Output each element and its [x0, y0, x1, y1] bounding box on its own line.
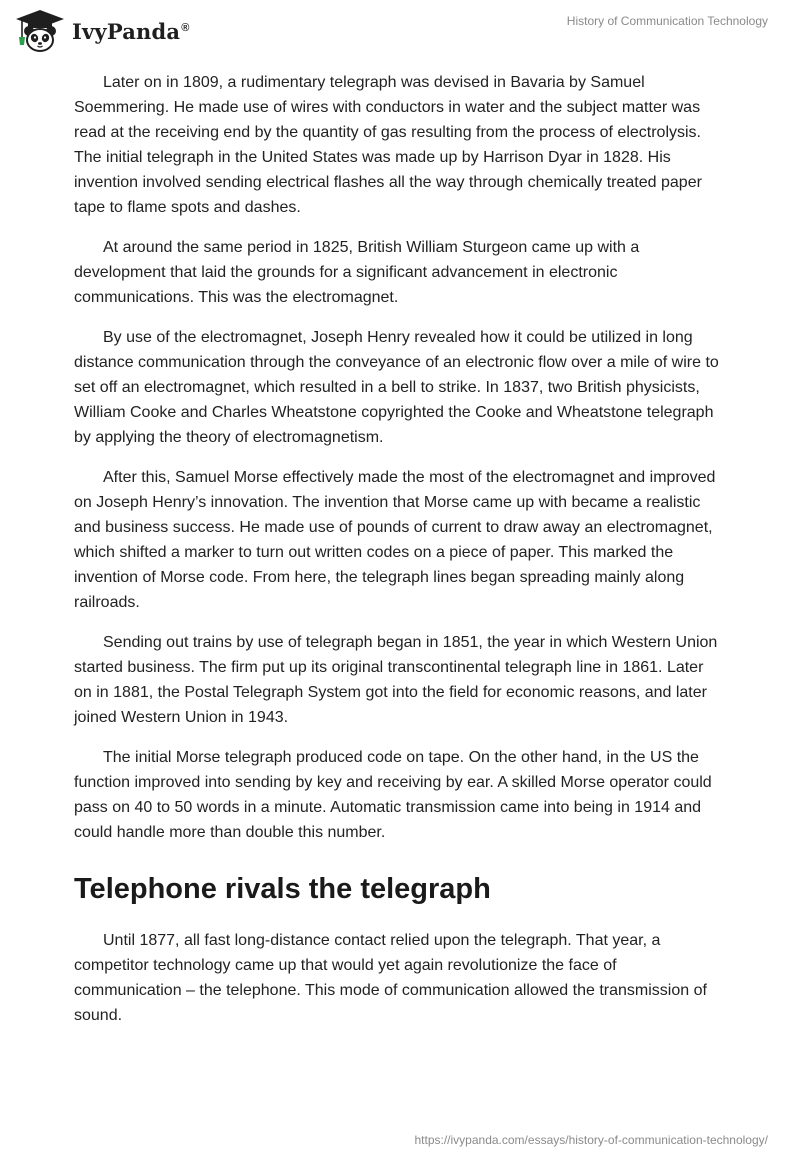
paragraph: Later on in 1809, a rudimentary telegraph was devised in Bavaria by Samuel Soemmering. He made use of wires with conductors in water and the subject matter was read at the receiving end by the quantity of gas resulting from the process of electrolysis. The initial telegraph in the United States was made up by Harrison Dyar in 1828. His invention involved sending electrical flashes all the way through chemically treated paper tape to flame spots and dashes.	[74, 74, 702, 216]
brand-name: IvyPanda®	[72, 18, 190, 44]
source-url[interactable]: https://ivypanda.com/essays/history-of-communication-technology/	[414, 1133, 768, 1147]
page-header	[0, 0, 800, 70]
paragraph: By use of the electromagnet, Joseph Henry revealed how it could be utilized in long distance communication through the conveyance of an electronic flow over a mile of wire to set off an electromagnet, which resulted in a bell to strike. In 1837, two British physicists, William Cooke and Charles Wheatstone copyrighted the Cooke and Wheatstone telegraph by applying the theory of electromagnetism.	[74, 329, 719, 446]
paragraph: At around the same period in 1825, British William Sturgeon came up with a development that laid the grounds for a significant advancement in electronic communications. This was the electromagnet.	[74, 239, 640, 306]
registered-mark: ®	[181, 21, 190, 34]
section-heading: Telephone rivals the telegraph	[74, 873, 491, 905]
paragraph: Until 1877, all fast long-distance contact relied upon the telegraph. That year, a competitor technology came up that would yet again revolutionize the face of communication – the telephone. This mode of communication allowed the transmission of sound.	[74, 932, 707, 1024]
paragraph: After this, Samuel Morse effectively made the most of the electromagnet and improved on Joseph Henry’s innovation. The invention that Morse came up with became a realistic and business success. He made use of pounds of current to draw away an electromagnet, which shifted a marker to turn out written codes on a piece of paper. This marked the invention of Morse code. From here, the telegraph lines began spreading mainly along railroads.	[74, 469, 716, 611]
paragraph: The initial Morse telegraph produced code on tape. On the other hand, in the US the function improved into sending by key and receiving by ear. A skilled Morse operator could pass on 40 to 50 words in a minute. Automatic transmission came into being in 1914 and could handle more than double this number.	[74, 749, 712, 841]
article-body	[74, 70, 724, 1043]
panda-graduation-cap-icon	[14, 8, 66, 54]
ivypanda-logo[interactable]	[14, 8, 190, 54]
paragraph: Sending out trains by use of telegraph began in 1851, the year in which Western Union started business. The firm put up its original transcontinental telegraph line in 1861. Later on in 1881, the Postal Telegraph System got into the field for economic reasons, and later joined Western Union in 1943.	[74, 634, 718, 726]
document-title: History of Communication Technology	[566, 14, 768, 28]
